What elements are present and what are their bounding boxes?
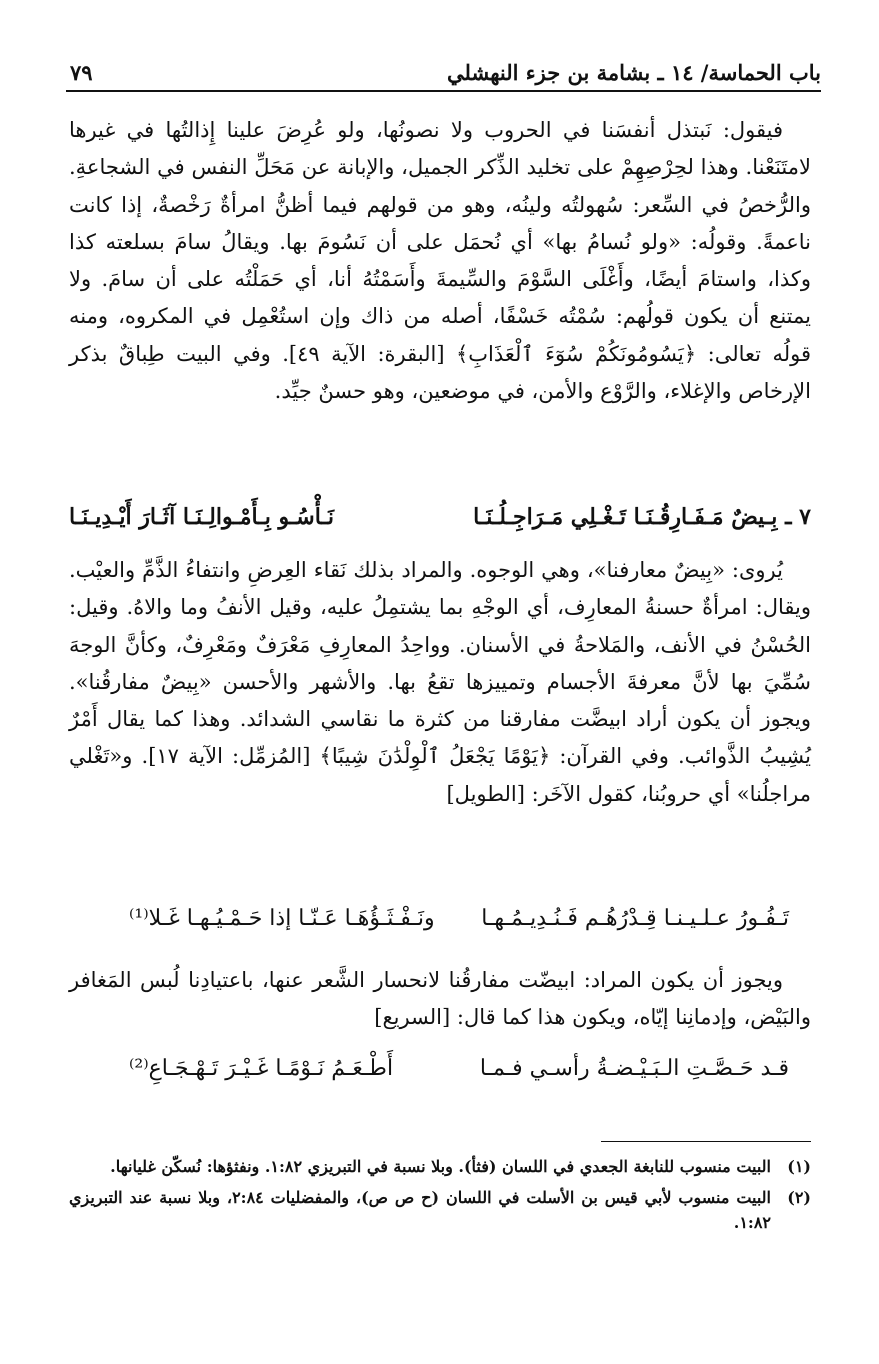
page-number: ٧٩ (70, 60, 93, 85)
quoted-verse-second-hemistich: ونَـفْـثَـؤُهَـا عَـنّـا إذا حَـمْـيُـهـا غَـلا⁽¹⁾ (129, 906, 435, 931)
verse-first-hemistich-text: بِـيضٌ مَـفَـارِقُـنَـا تَـغْـلِي مَـرَاجِـلُـنَـا (473, 504, 778, 530)
chapter-title: باب الحماسة/ ١٤ ـ بشامة بن جزء النهشلي (447, 60, 821, 85)
commentary-paragraph: يُروى: «بِيضٌ معارفنا»، وهي الوجوه. والمراد بذلك نَقاء العِرضِ وانتفاءُ الذَّمِّ والعيْب. ويقال: امرأةٌ حسنةُ المعارِف، أي الوجْهِ بما يشتمِلُ عليه، وقيل الأنفُ وما والاهُ. وقيل: الحُسْنُ في الأنف، والمَلاحةُ في الأسنان. وواحِدُ المعارِفِ مَعْرَفٌ ومَعْرِفٌ، وكأنَّ الوجهَ سُمِّيَ بها لأنَّ معرفةَ الأجسام وتمييزها تقعُ بها. والأشهر والأحسن «بِيضٌ مفارقُنا». ويجوز أن يكون أراد ابيضَّت مفارقنا من كثرة ما نقاسي الشدائد. وهذا كما يقال أَمْرٌ يُشِيبُ الذَّوائب. وفي القرآن: ﴿يَوْمًا يَجْعَلُ ٱلْوِلْدَٰنَ شِيبًا﴾ [المُزمِّل: الآية ١٧]. و«تَغْلي مراجلُنا» أي حروبُنا، كقول الآخَر: [الطويل] (69, 558, 811, 806)
footnote-divider (601, 1141, 811, 1142)
footnote-text: البيت منسوب لأبي قيس بن الأسلت في اللسان (ح ص ص)، والمفضليات ٢:٨٤، وبلا نسبة عند التبريزي ١:٨٢. (69, 1188, 771, 1232)
quoted-verse-first-hemistich: قـد حَـصَّـتِ الـبَـيْـضـةُ رأسـي فـمـا (479, 1056, 789, 1081)
footnote-1 (69, 1154, 811, 1179)
footnote-marker: (١) (787, 1157, 811, 1176)
verse-second-hemistich: نَـأْسُـو بِـأَمْـوالِـنَـا آثَـارَ أَيْـدِيـنَـا (69, 504, 334, 530)
verse-7 (69, 504, 811, 544)
footnote-text: البيت منسوب للنابغة الجعدي في اللسان (فثأ). وبلا نسبة في التبريزي ١:٨٢. ونفثؤها: نُسكّن غليانها. (110, 1157, 771, 1176)
quoted-verse-second-hemistich: أَطْـعَـمُ نَـوْمًـا غَـيْـرَ تَـهْـجَـاعِ⁽²⁾ (129, 1056, 394, 1081)
commentary-paragraph: ويجوز أن يكون المراد: ابيضّت مفارقُنا لانحسار الشَّعر عنها، باعتيادِنا لُبس المَغافر والبَيْض، وإدمانِنا إيّاه، ويكون هذا كما قال: [السريع] (69, 968, 811, 1030)
quoted-verse-tawil (69, 906, 811, 946)
footnote-2 (69, 1185, 811, 1235)
footnotes (69, 1154, 811, 1241)
verse-first-hemistich (473, 504, 811, 530)
quoted-verse-sari (69, 1056, 811, 1096)
commentary-paragraph: فيقول: نَبتذل أنفسَنا في الحروب ولا نصونُها، ولو عُرِضَ علينا إِذالتُها في غيرها لامتَنَعْنا. وهذا لحِرْصِهِمْ على تخليد الذِّكر الجميل، والإبانة عن مَحَلِّ النفس في الشجاعةِ. والرُّخصُ في السِّعر: سُهولتُه ولينُه، وهو من قولهم فيما أظنُّ امرأةٌ رَخْصةٌ، إذا كانت ناعمةً. وقولُه: «ولو نُسامُ بها» أي نُحمَل على أن نَسُومَ بها. ويقالُ سامَ بسلعته كذا وكذا، واستامَ أيضًا، وأَغْلَى السَّوْمَ والسِّيمةَ وأَسَمْتُهُ أنا، أي حَمَلْتُه على أن سامَ. ولا يمتنع أن يكون قولُهم: سُمْتُه خَسْفًا، أصله من ذاك وإن استُعْمِل في المكروه، ومنه قولُه تعالى: ﴿يَسُومُونَكُمْ سُوٓءَ ٱلْعَذَابِ﴾ [البقرة: الآية ٤٩]. وفي البيت طِباقٌ بذكر الإرخاص والإغلاء، والرَّوْع والأمن، في موضعين، وهو حسنٌ جيِّد. (69, 118, 811, 404)
running-header (66, 54, 821, 92)
footnote-marker: (٢) (787, 1188, 811, 1207)
quoted-verse-first-hemistich: تَـفُـورُ عـلـيـنـا قِـدْرُهُـم فَـنُـدِيـمُـهـا (481, 906, 789, 931)
verse-number: ٧ ـ (785, 504, 811, 530)
